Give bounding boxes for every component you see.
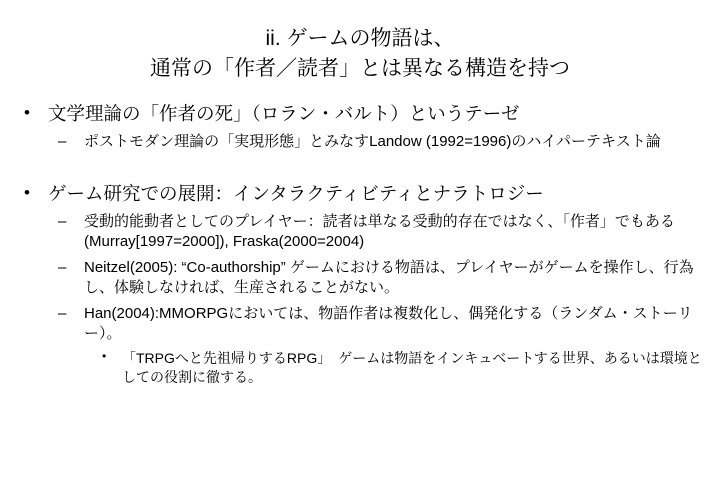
bullet-marker-icon: • (102, 349, 107, 363)
bullet-text: 文学理論の「作者の死」（ロラン・バルト）というテーゼ (48, 102, 520, 124)
bullet-level1 (18, 182, 702, 206)
title-line-2: 通常の「作者／読者」とは異なる構造を持つ (149, 56, 570, 80)
dash-marker-icon: – (58, 213, 67, 231)
bullet-level2 (54, 212, 702, 252)
bullet-marker-icon: • (24, 182, 30, 202)
bullet-text: Neitzel(2005): “Co-authorship” ゲームにおける物語は、プレイヤーがゲームを操作し、行為し、体験しなければ、生産されることがない。 (84, 259, 694, 297)
spacer (18, 152, 702, 168)
dash-marker-icon: – (58, 133, 67, 151)
bullet-text: 受動的能動者としてのプレイヤー：読者は単なる受動的存在ではなく、「作者」でもある(Murray[1997=2000]), Fraska(2000=2004) (84, 213, 675, 251)
bullet-level1 (18, 102, 702, 126)
bullet-level2 (54, 258, 702, 298)
bullet-text: ポストモダン理論の「実現形態」とみなすLandow (1992=1996)のハイパーテキスト論 (84, 133, 661, 151)
bullet-level2 (54, 304, 702, 344)
title-line-1: ii. ゲームの物語は、 (265, 27, 455, 50)
page-title (45, 24, 674, 84)
bullet-marker-icon: • (24, 102, 30, 122)
bullet-text: 「TRPGへと先祖帰りするRPG」 ゲームは物語をインキュベートする世界、あるいは環境としての役割に徹する。 (122, 350, 702, 385)
dash-marker-icon: – (58, 259, 67, 277)
bullet-text: Han(2004):MMORPGにおいては、物語作者は複数化し、偶発化する（ランダム・ストーリー）。 (84, 305, 693, 343)
bullet-level2 (54, 132, 702, 152)
bullet-text: ゲーム研究での展開：インタラクティビティとナラトロジー (48, 182, 544, 204)
dash-marker-icon: – (58, 305, 67, 323)
bullet-level3 (96, 349, 702, 386)
slide-body (18, 102, 702, 387)
